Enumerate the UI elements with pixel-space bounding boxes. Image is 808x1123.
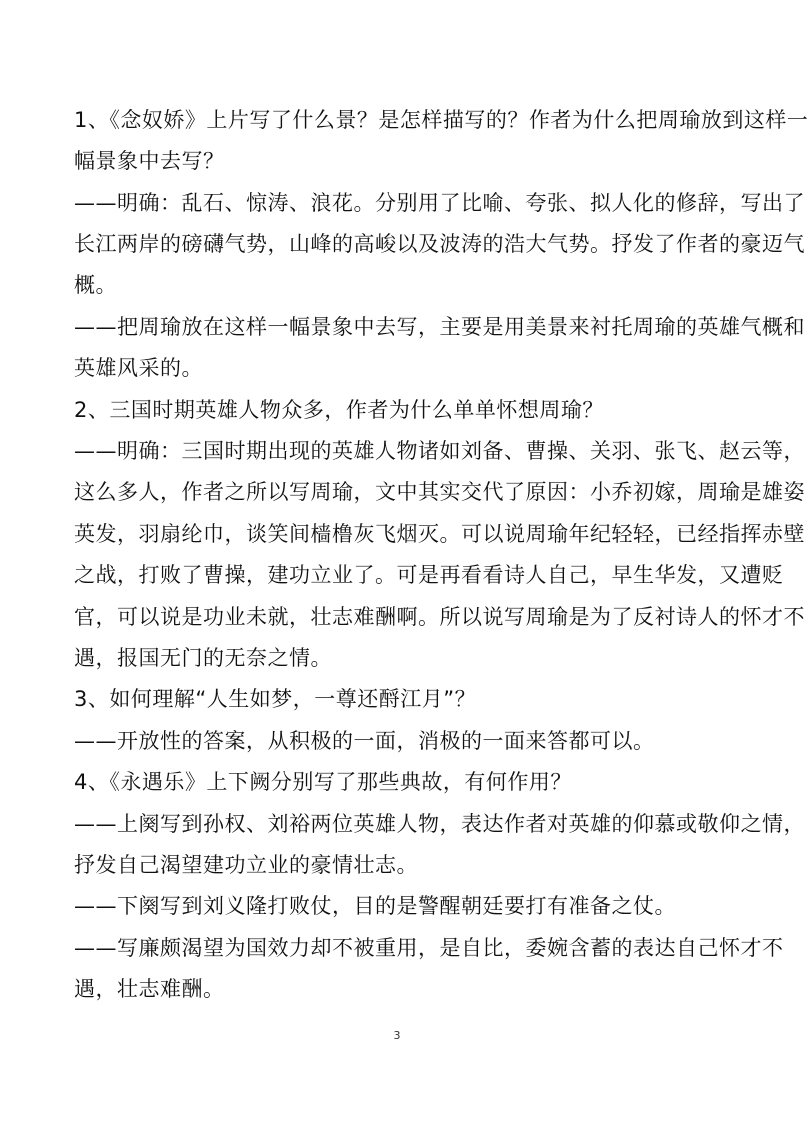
- answer-2-line-5: 官，可以说是功业未就，壮志难酬啊。所以说写周瑜是为了反衬诗人的怀才不: [74, 605, 805, 629]
- answer-1-line-2: 长江两岸的磅礴气势，山峰的高峻以及波涛的浩大气势。抒发了作者的豪迈气: [74, 232, 805, 256]
- answer-4a-line-1: ——上阕写到孙权、刘裕两位英雄人物，表达作者对英雄的仰慕或敬仰之情，: [74, 812, 805, 836]
- answer-1-line-1: ——明确：乱石、惊涛、浪花。分别用了比喻、夸张、拟人化的修辞，写出了: [74, 191, 805, 215]
- question-2-line-1: 2、三国时期英雄人物众多，作者为什么单单怀想周瑜？: [74, 398, 604, 422]
- answer-4c-line-2: 遇，壮志难酬。: [74, 977, 225, 1001]
- question-1-line-2: 幅景象中去写？: [74, 149, 225, 173]
- question-4-line-1: 4、《永遇乐》上下阙分别写了那些典故，有何作用？: [74, 770, 572, 794]
- answer-4c-line-1: ——写廉颇渴望为国效力却不被重用，是自比，委婉含蓄的表达自己怀才不: [74, 936, 784, 960]
- answer-3-line-1: ——开放性的答案，从积极的一面，消极的一面来答都可以。: [74, 729, 655, 753]
- question-1-line-1: 1、《念奴娇》上片写了什么景？是怎样描写的？作者为什么把周瑜放到这样一: [74, 108, 808, 132]
- answer-2-line-3: 英发，羽扇纶巾，谈笑间樯橹灰飞烟灭。可以说周瑜年纪轻轻，已经指挥赤壁: [74, 522, 805, 546]
- answer-4a-line-2: 抒发自己渴望建功立业的豪情壮志。: [74, 853, 418, 877]
- answer-1b-line-1: ——把周瑜放在这样一幅景象中去写，主要是用美景来衬托周瑜的英雄气概和: [74, 315, 805, 339]
- answer-4b-line-1: ——下阕写到刘义隆打败仗，目的是警醒朝廷要打有准备之仗。: [74, 894, 676, 918]
- page-number: 3: [393, 1029, 401, 1042]
- answer-2-line-6: 遇，报国无门的无奈之情。: [74, 646, 332, 670]
- answer-1-line-3: 概。: [74, 273, 117, 297]
- answer-2-line-2: 这么多人，作者之所以写周瑜，文中其实交代了原因：小乔初嫁，周瑜是雄姿: [74, 480, 805, 504]
- answer-1b-line-2: 英雄风采的。: [74, 356, 203, 380]
- question-3-line-1: 3、如何理解“人生如梦，一尊还酹江月”？: [74, 687, 477, 711]
- answer-2-line-4: 之战，打败了曹操，建功立业了。可是再看看诗人自己，早生华发，又遭贬: [74, 563, 784, 587]
- answer-2-line-1: ——明确：三国时期出现的英雄人物诸如刘备、曹操、关羽、张飞、赵云等，: [74, 439, 805, 463]
